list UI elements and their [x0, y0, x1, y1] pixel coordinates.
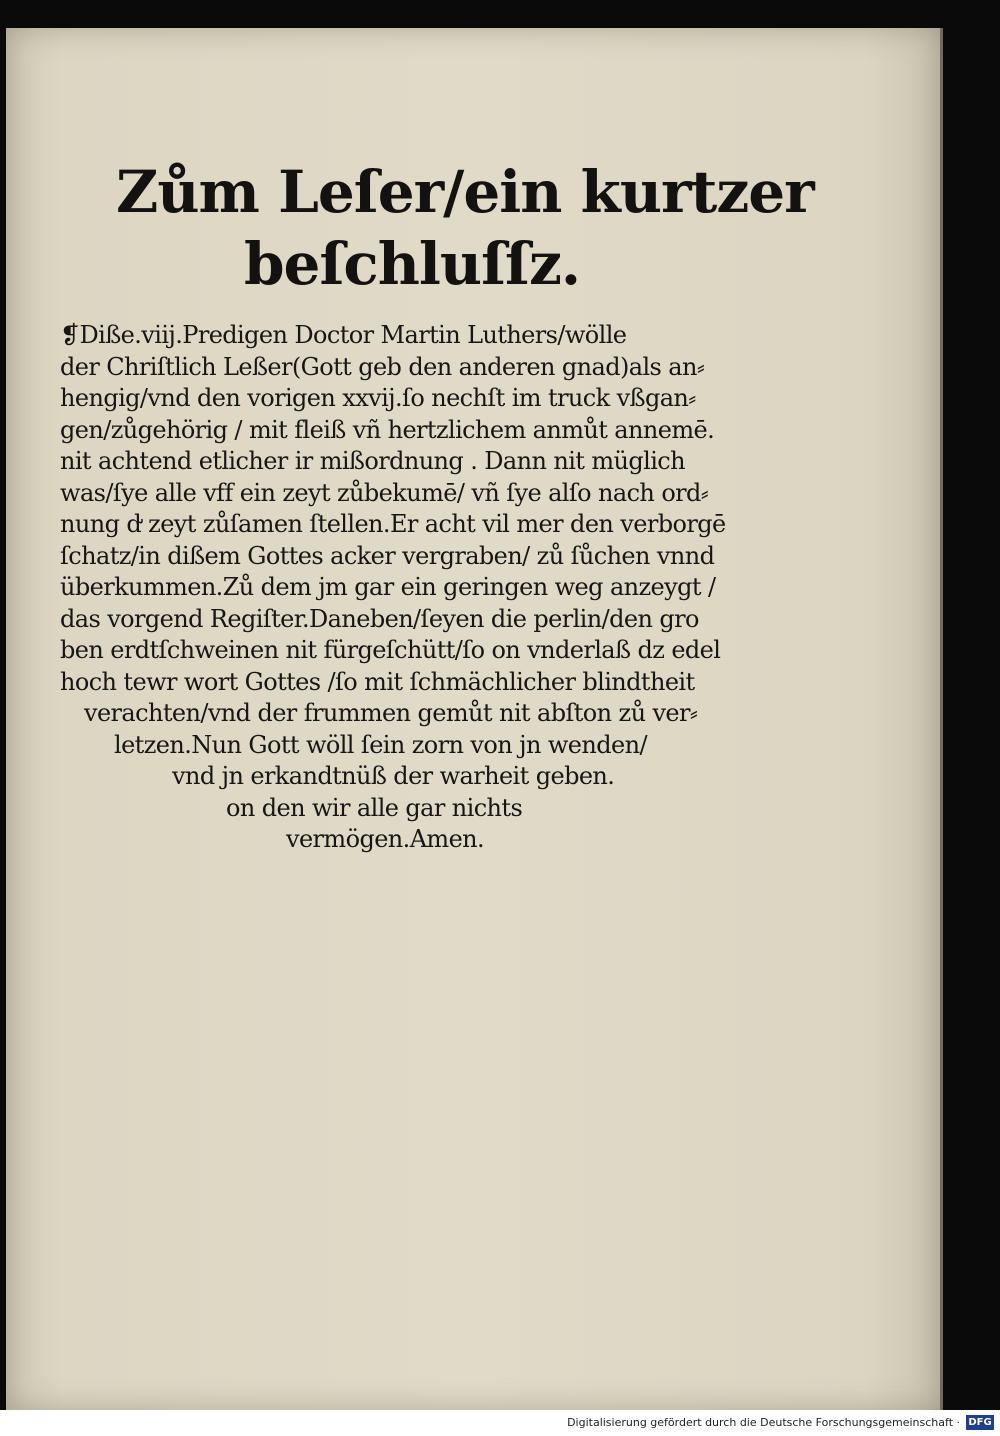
text-line-4: gen/zůgehörig / mit fleiß vñ hertzlichem anmůt annemē.	[60, 415, 715, 444]
text-line-5: nit achtend etlicher ir mißordnung . Dann nit müglich	[60, 447, 685, 475]
page-edge	[940, 28, 943, 1410]
title-line-2: beſchluſſz.	[244, 230, 581, 298]
body-text	[60, 320, 760, 856]
text-line-10: das vorgend Regiſter.Daneben/ſeyen die perlin/den gro	[60, 604, 699, 633]
book-page	[6, 28, 943, 1410]
text-line-15: vnd jn erkandtnüß der warheit geben.	[172, 762, 615, 790]
page-title	[116, 156, 814, 300]
footer-bar	[0, 1410, 1000, 1436]
text-line-11: ben erdtſchweinen nit fürgeſchütt/ſo on vnderlaß dz edel	[60, 636, 721, 664]
title-line-1: Zům Leſer/ein kurtzer	[116, 158, 814, 226]
text-line-2: der Chriſtlich Leßer(Gott geb den anderen gnad)als an⸗	[60, 352, 705, 381]
text-line-7: nung d̛ zeyt zůſamen ſtellen.Er acht vil mer den verborgē	[60, 510, 726, 538]
text-line-17: vermögen.Amen.	[286, 825, 485, 853]
text-line-14: letzen.Nun Gott wöll ſein zorn von jn wenden/	[114, 730, 647, 759]
text-line-9: überkummen.Zů dem jm gar ein geringen weg anzeygt /	[60, 573, 716, 601]
text-line-6: was/ſye alle vff ein zeyt zůbekumē/ vñ ſye alſo nach ord⸗	[60, 478, 709, 507]
dfg-logo: DFG	[966, 1415, 994, 1430]
digitization-credit: Digitalisierung gefördert durch die Deutsche Forschungsgemeinschaft ·	[567, 1416, 960, 1429]
text-line-3: hengig/vnd den vorigen xxvij.ſo nechſt im truck vßgan⸗	[60, 384, 696, 412]
text-line-13: verachten/vnd der frummen gemůt nit abſton zů ver⸗	[84, 699, 698, 727]
text-line-16: on den wir alle gar nichts	[226, 793, 523, 822]
text-line-12: hoch tewr wort Gottes /ſo mit ſchmächlicher blindtheit	[60, 667, 695, 696]
text-line-8: ſchatz/in dißem Gottes acker vergraben/ zů ſůchen vnnd	[60, 541, 715, 570]
text-line-1: ❡Diße.viij.Predigen Doctor Martin Luthers/wölle	[60, 321, 627, 349]
